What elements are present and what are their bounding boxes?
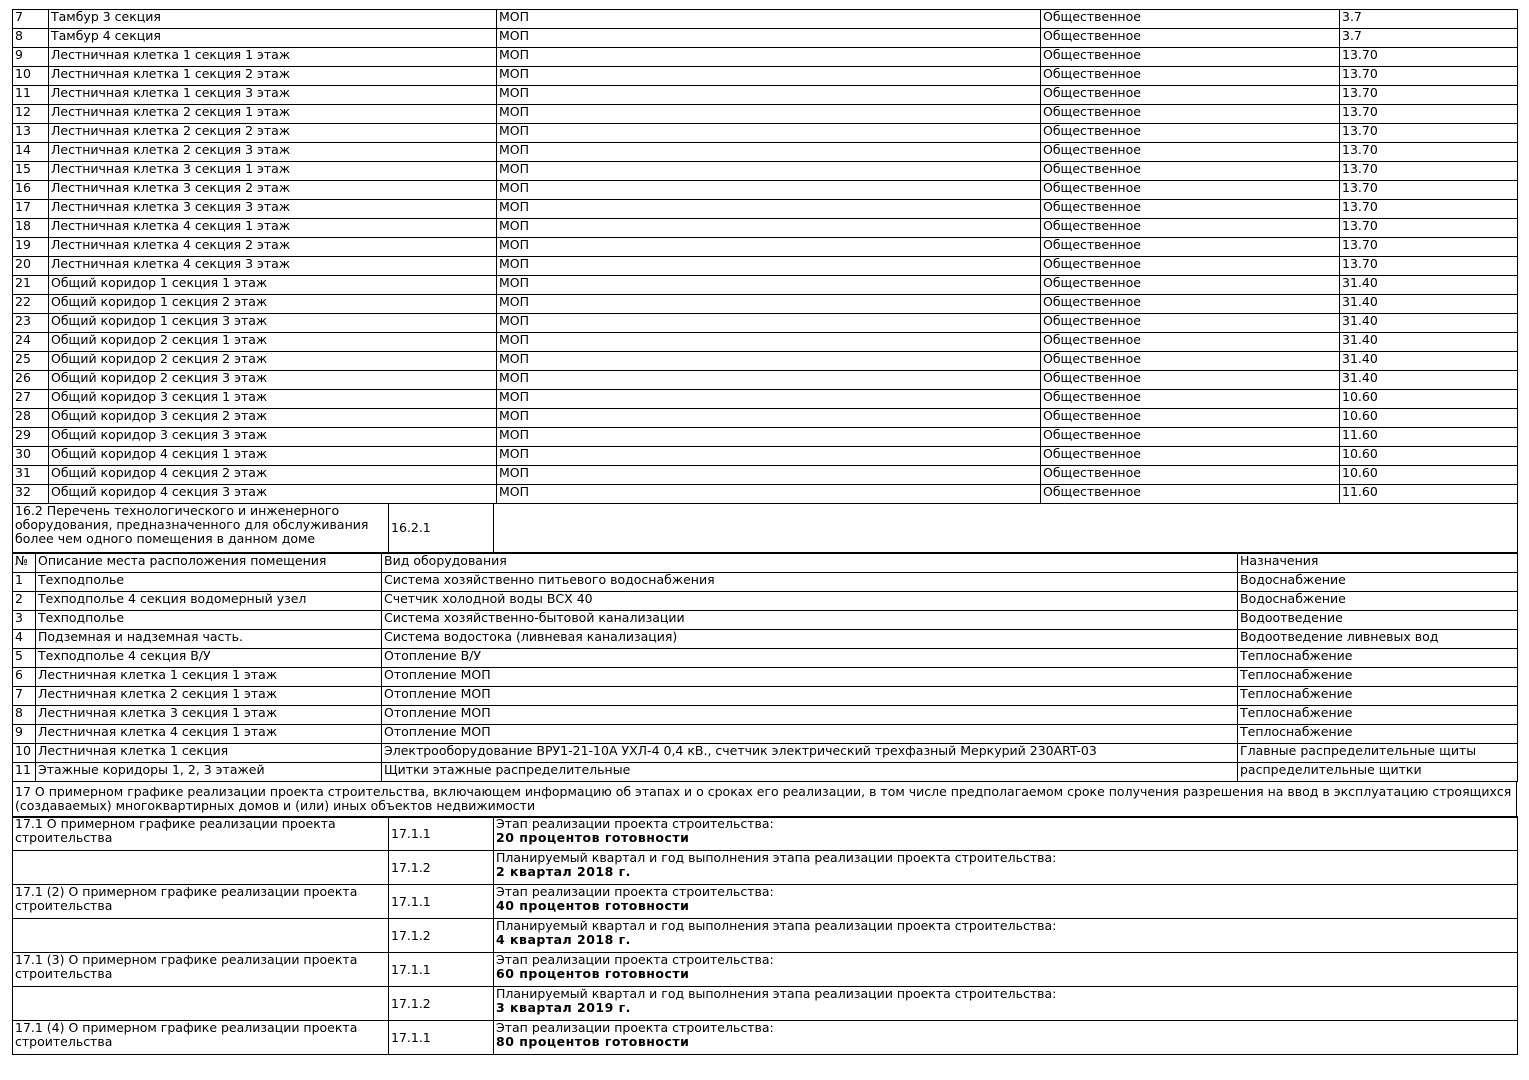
table-row	[13, 687, 1518, 706]
premise-type: МОП	[497, 428, 1041, 447]
table-row	[13, 181, 1518, 200]
premise-area: 13.70	[1340, 200, 1518, 219]
equipment-header-kind: Вид оборудования	[382, 554, 1238, 573]
equipment-kind: Отопление МОП	[382, 725, 1238, 744]
premise-name: Общий коридор 1 секция 1 этаж	[49, 276, 497, 295]
premise-name: Тамбур 3 секция	[49, 10, 497, 29]
premise-name: Лестничная клетка 2 секция 3 этаж	[49, 143, 497, 162]
premise-area: 31.40	[1340, 371, 1518, 390]
premise-type: МОП	[497, 295, 1041, 314]
row-number: 8	[13, 706, 36, 725]
premise-type: МОП	[497, 390, 1041, 409]
premise-type: МОП	[497, 124, 1041, 143]
table-row	[13, 143, 1518, 162]
table-row	[13, 162, 1518, 181]
table-row	[13, 592, 1518, 611]
schedule-table	[12, 816, 1518, 1055]
equipment-kind: Щитки этажные распределительные	[382, 763, 1238, 782]
row-number: 21	[13, 276, 49, 295]
table-row	[13, 257, 1518, 276]
schedule-label	[13, 851, 389, 885]
premise-name: Общий коридор 3 секция 3 этаж	[49, 428, 497, 447]
premise-type: МОП	[497, 67, 1041, 86]
equipment-header-location: Описание места расположения помещения	[36, 554, 382, 573]
section-17-row	[13, 782, 1517, 818]
schedule-code: 17.1.2	[389, 851, 494, 885]
equipment-location: Лестничная клетка 3 секция 1 этаж	[36, 706, 382, 725]
section-17-title: 17 О примерном графике реализации проекта строительства, включающем информацию об этапах и о сроках его реализации, в том числе предполагаемом сроке получения разрешения на ввод в эксплуатацию строящихся (создаваемых) многоквартирных домов и (или) иных объектов недвижимости	[13, 782, 1517, 818]
premise-purpose: Общественное	[1041, 314, 1340, 333]
premise-area: 13.70	[1340, 143, 1518, 162]
equipment-location: Лестничная клетка 1 секция 1 этаж	[36, 668, 382, 687]
premise-area: 3.7	[1340, 10, 1518, 29]
table-row	[13, 409, 1518, 428]
row-number: 8	[13, 29, 49, 48]
table-row	[13, 485, 1518, 504]
section-16-2-title: 16.2 Перечень технологического и инженерного оборудования, предназначенного для обслуживания более чем одного помещения в данном доме	[13, 504, 389, 553]
table-row	[13, 706, 1518, 725]
equipment-purpose: Теплоснабжение	[1238, 725, 1518, 744]
row-number: 2	[13, 592, 36, 611]
premise-type: МОП	[497, 219, 1041, 238]
premise-name: Лестничная клетка 4 секция 2 этаж	[49, 238, 497, 257]
table-row	[13, 725, 1518, 744]
premise-type: МОП	[497, 409, 1041, 428]
schedule-label: 17.1 (3) О примерном графике реализации проекта строительства	[13, 953, 389, 987]
premise-type: МОП	[497, 48, 1041, 67]
equipment-purpose: Теплоснабжение	[1238, 668, 1518, 687]
equipment-header-purpose: Назначения	[1238, 554, 1518, 573]
equipment-purpose: Водоотведение ливневых вод	[1238, 630, 1518, 649]
premise-purpose: Общественное	[1041, 447, 1340, 466]
schedule-caption: Планируемый квартал и год выполнения этапа реализации проекта строительства:	[496, 850, 1057, 865]
premise-type: МОП	[497, 162, 1041, 181]
table-row	[13, 744, 1518, 763]
premise-name: Лестничная клетка 1 секция 2 этаж	[49, 67, 497, 86]
equipment-purpose: Водоотведение	[1238, 611, 1518, 630]
equipment-purpose: распределительные щитки	[1238, 763, 1518, 782]
premise-purpose: Общественное	[1041, 181, 1340, 200]
premise-type: МОП	[497, 276, 1041, 295]
premise-area: 13.70	[1340, 219, 1518, 238]
premise-purpose: Общественное	[1041, 143, 1340, 162]
premise-area: 31.40	[1340, 333, 1518, 352]
schedule-label	[13, 987, 389, 1021]
row-number: 24	[13, 333, 49, 352]
premise-purpose: Общественное	[1041, 257, 1340, 276]
premise-type: МОП	[497, 352, 1041, 371]
schedule-code: 17.1.1	[389, 885, 494, 919]
premise-area: 10.60	[1340, 466, 1518, 485]
schedule-value: 40 процентов готовности	[496, 898, 690, 913]
equipment-location: Техподполье 4 секция В/У	[36, 649, 382, 668]
equipment-body	[13, 573, 1518, 782]
table-row	[13, 447, 1518, 466]
row-number: 10	[13, 67, 49, 86]
table-row	[13, 124, 1518, 143]
table-row	[13, 295, 1518, 314]
row-number: 25	[13, 352, 49, 371]
row-number: 6	[13, 668, 36, 687]
premise-name: Общий коридор 1 секция 3 этаж	[49, 314, 497, 333]
equipment-location: Техподполье	[36, 611, 382, 630]
premise-area: 13.70	[1340, 86, 1518, 105]
premise-area: 13.70	[1340, 257, 1518, 276]
section-17	[12, 781, 1517, 818]
schedule-caption: Планируемый квартал и год выполнения этапа реализации проекта строительства:	[496, 918, 1057, 933]
section-16-2-code: 16.2.1	[389, 504, 494, 553]
row-number: 26	[13, 371, 49, 390]
premise-area: 11.60	[1340, 428, 1518, 447]
row-number: 29	[13, 428, 49, 447]
premise-name: Лестничная клетка 2 секция 2 этаж	[49, 124, 497, 143]
table-row	[13, 10, 1518, 29]
equipment-location: Подземная и надземная часть.	[36, 630, 382, 649]
premise-purpose: Общественное	[1041, 409, 1340, 428]
premise-purpose: Общественное	[1041, 219, 1340, 238]
table-row	[13, 67, 1518, 86]
row-number: 12	[13, 105, 49, 124]
equipment-location: Лестничная клетка 1 секция	[36, 744, 382, 763]
premise-purpose: Общественное	[1041, 105, 1340, 124]
schedule-caption: Этап реализации проекта строительства:	[496, 816, 774, 831]
schedule-content	[494, 953, 1518, 987]
premise-name: Общий коридор 4 секция 1 этаж	[49, 447, 497, 466]
premise-type: МОП	[497, 29, 1041, 48]
schedule-code: 17.1.2	[389, 919, 494, 953]
premise-area: 31.40	[1340, 314, 1518, 333]
premise-area: 10.60	[1340, 390, 1518, 409]
premise-type: МОП	[497, 143, 1041, 162]
common-premises-body	[13, 10, 1518, 504]
row-number: 28	[13, 409, 49, 428]
equipment-kind: Система хозяйственно питьевого водоснабжения	[382, 573, 1238, 592]
schedule-row	[13, 919, 1518, 953]
row-number: 7	[13, 10, 49, 29]
table-row	[13, 352, 1518, 371]
premise-name: Лестничная клетка 3 секция 3 этаж	[49, 200, 497, 219]
premise-purpose: Общественное	[1041, 238, 1340, 257]
table-row	[13, 611, 1518, 630]
section-16-2-row	[13, 504, 1518, 553]
table-row	[13, 276, 1518, 295]
equipment-purpose: Теплоснабжение	[1238, 706, 1518, 725]
table-row	[13, 428, 1518, 447]
table-row	[13, 333, 1518, 352]
premise-name: Лестничная клетка 4 секция 1 этаж	[49, 219, 497, 238]
schedule-content	[494, 1021, 1518, 1055]
row-number: 11	[13, 86, 49, 105]
schedule-code: 17.1.2	[389, 987, 494, 1021]
table-row	[13, 668, 1518, 687]
schedule-content	[494, 919, 1518, 953]
row-number: 20	[13, 257, 49, 276]
row-number: 32	[13, 485, 49, 504]
premise-name: Лестничная клетка 1 секция 1 этаж	[49, 48, 497, 67]
schedule-code: 17.1.1	[389, 817, 494, 851]
premise-purpose: Общественное	[1041, 466, 1340, 485]
schedule-value: 4 квартал 2018 г.	[496, 932, 631, 947]
row-number: 11	[13, 763, 36, 782]
premise-type: МОП	[497, 200, 1041, 219]
schedule-label: 17.1 (2) О примерном графике реализации проекта строительства	[13, 885, 389, 919]
table-row	[13, 29, 1518, 48]
schedule-code: 17.1.1	[389, 953, 494, 987]
premise-name: Общий коридор 2 секция 3 этаж	[49, 371, 497, 390]
schedule-code: 17.1.1	[389, 1021, 494, 1055]
table-row	[13, 649, 1518, 668]
schedule-row	[13, 817, 1518, 851]
table-row	[13, 105, 1518, 124]
row-number: 31	[13, 466, 49, 485]
schedule-value: 80 процентов готовности	[496, 1034, 690, 1049]
schedule-caption: Этап реализации проекта строительства:	[496, 884, 774, 899]
premise-name: Общий коридор 4 секция 3 этаж	[49, 485, 497, 504]
schedule-body	[13, 817, 1518, 1055]
equipment-location: Лестничная клетка 4 секция 1 этаж	[36, 725, 382, 744]
premise-purpose: Общественное	[1041, 10, 1340, 29]
premise-area: 13.70	[1340, 67, 1518, 86]
premise-area: 10.60	[1340, 409, 1518, 428]
premise-area: 13.70	[1340, 181, 1518, 200]
equipment-header-n: №	[13, 554, 36, 573]
row-number: 9	[13, 48, 49, 67]
row-number: 14	[13, 143, 49, 162]
schedule-row	[13, 953, 1518, 987]
section-16-2	[12, 503, 1518, 553]
schedule-content	[494, 987, 1518, 1021]
premise-name: Лестничная клетка 2 секция 1 этаж	[49, 105, 497, 124]
equipment-kind: Система хозяйственно-бытовой канализации	[382, 611, 1238, 630]
row-number: 7	[13, 687, 36, 706]
equipment-purpose: Водоснабжение	[1238, 573, 1518, 592]
premise-type: МОП	[497, 86, 1041, 105]
row-number: 1	[13, 573, 36, 592]
table-row	[13, 314, 1518, 333]
premise-purpose: Общественное	[1041, 390, 1340, 409]
premise-purpose: Общественное	[1041, 485, 1340, 504]
equipment-kind: Отопление МОП	[382, 668, 1238, 687]
table-row	[13, 200, 1518, 219]
equipment-purpose: Теплоснабжение	[1238, 649, 1518, 668]
premise-area: 13.70	[1340, 48, 1518, 67]
premise-name: Тамбур 4 секция	[49, 29, 497, 48]
equipment-purpose: Водоснабжение	[1238, 592, 1518, 611]
equipment-kind: Отопление МОП	[382, 687, 1238, 706]
schedule-content	[494, 851, 1518, 885]
premise-name: Общий коридор 2 секция 1 этаж	[49, 333, 497, 352]
equipment-purpose: Главные распределительные щиты	[1238, 744, 1518, 763]
row-number: 13	[13, 124, 49, 143]
premise-type: МОП	[497, 238, 1041, 257]
premise-type: МОП	[497, 371, 1041, 390]
premise-purpose: Общественное	[1041, 48, 1340, 67]
common-premises-table	[12, 9, 1518, 504]
equipment-location: Техподполье 4 секция водомерный узел	[36, 592, 382, 611]
schedule-caption: Этап реализации проекта строительства:	[496, 1020, 774, 1035]
premise-purpose: Общественное	[1041, 67, 1340, 86]
equipment-header-row	[13, 554, 1518, 573]
premise-type: МОП	[497, 257, 1041, 276]
schedule-row	[13, 851, 1518, 885]
premise-purpose: Общественное	[1041, 162, 1340, 181]
schedule-content	[494, 885, 1518, 919]
schedule-row	[13, 987, 1518, 1021]
row-number: 27	[13, 390, 49, 409]
premise-area: 13.70	[1340, 238, 1518, 257]
premise-type: МОП	[497, 314, 1041, 333]
schedule-label	[13, 919, 389, 953]
equipment-kind: Электрооборудование ВРУ1-21-10А УХЛ-4 0,4 кВ., счетчик электрический трехфазный Меркурий 230ART-03	[382, 744, 1238, 763]
premise-name: Лестничная клетка 3 секция 2 этаж	[49, 181, 497, 200]
premise-name: Лестничная клетка 1 секция 3 этаж	[49, 86, 497, 105]
schedule-value: 60 процентов готовности	[496, 966, 690, 981]
row-number: 3	[13, 611, 36, 630]
equipment-location: Лестничная клетка 2 секция 1 этаж	[36, 687, 382, 706]
row-number: 18	[13, 219, 49, 238]
premise-name: Общий коридор 2 секция 2 этаж	[49, 352, 497, 371]
premise-area: 13.70	[1340, 162, 1518, 181]
premise-name: Общий коридор 1 секция 2 этаж	[49, 295, 497, 314]
row-number: 22	[13, 295, 49, 314]
schedule-content	[494, 817, 1518, 851]
premise-purpose: Общественное	[1041, 428, 1340, 447]
section-16-2-value	[494, 504, 1518, 553]
table-row	[13, 219, 1518, 238]
table-row	[13, 48, 1518, 67]
row-number: 10	[13, 744, 36, 763]
equipment-location: Техподполье	[36, 573, 382, 592]
row-number: 30	[13, 447, 49, 466]
premise-name: Общий коридор 3 секция 2 этаж	[49, 409, 497, 428]
premise-name: Лестничная клетка 3 секция 1 этаж	[49, 162, 497, 181]
row-number: 16	[13, 181, 49, 200]
premise-name: Лестничная клетка 4 секция 3 этаж	[49, 257, 497, 276]
row-number: 19	[13, 238, 49, 257]
schedule-row	[13, 1021, 1518, 1055]
premise-area: 11.60	[1340, 485, 1518, 504]
premise-area: 13.70	[1340, 124, 1518, 143]
table-row	[13, 763, 1518, 782]
row-number: 5	[13, 649, 36, 668]
premise-purpose: Общественное	[1041, 333, 1340, 352]
equipment-purpose: Теплоснабжение	[1238, 687, 1518, 706]
premise-purpose: Общественное	[1041, 371, 1340, 390]
premise-purpose: Общественное	[1041, 86, 1340, 105]
premise-purpose: Общественное	[1041, 124, 1340, 143]
table-row	[13, 238, 1518, 257]
row-number: 9	[13, 725, 36, 744]
table-row	[13, 466, 1518, 485]
premise-type: МОП	[497, 466, 1041, 485]
schedule-value: 20 процентов готовности	[496, 830, 690, 845]
premise-type: МОП	[497, 181, 1041, 200]
equipment-kind: Отопление МОП	[382, 706, 1238, 725]
equipment-kind: Система водостока (ливневая канализация)	[382, 630, 1238, 649]
schedule-caption: Этап реализации проекта строительства:	[496, 952, 774, 967]
premise-type: МОП	[497, 485, 1041, 504]
table-row	[13, 630, 1518, 649]
schedule-label: 17.1 (4) О примерном графике реализации проекта строительства	[13, 1021, 389, 1055]
equipment-location: Этажные коридоры 1, 2, 3 этажей	[36, 763, 382, 782]
premise-purpose: Общественное	[1041, 276, 1340, 295]
schedule-row	[13, 885, 1518, 919]
premise-area: 10.60	[1340, 447, 1518, 466]
premise-area: 31.40	[1340, 276, 1518, 295]
table-row	[13, 371, 1518, 390]
row-number: 23	[13, 314, 49, 333]
premise-area: 31.40	[1340, 352, 1518, 371]
premise-type: МОП	[497, 105, 1041, 124]
premise-type: МОП	[497, 333, 1041, 352]
premise-type: МОП	[497, 447, 1041, 466]
schedule-caption: Планируемый квартал и год выполнения этапа реализации проекта строительства:	[496, 986, 1057, 1001]
premise-area: 3.7	[1340, 29, 1518, 48]
row-number: 4	[13, 630, 36, 649]
premise-purpose: Общественное	[1041, 295, 1340, 314]
table-row	[13, 390, 1518, 409]
premise-purpose: Общественное	[1041, 200, 1340, 219]
row-number: 15	[13, 162, 49, 181]
premise-name: Общий коридор 4 секция 2 этаж	[49, 466, 497, 485]
premise-purpose: Общественное	[1041, 29, 1340, 48]
premise-area: 13.70	[1340, 105, 1518, 124]
equipment-table	[12, 553, 1518, 782]
schedule-value: 2 квартал 2018 г.	[496, 864, 631, 879]
row-number: 17	[13, 200, 49, 219]
table-row	[13, 86, 1518, 105]
equipment-kind: Отопление В/У	[382, 649, 1238, 668]
premise-purpose: Общественное	[1041, 352, 1340, 371]
schedule-value: 3 квартал 2019 г.	[496, 1000, 631, 1015]
equipment-kind: Счетчик холодной воды ВСХ 40	[382, 592, 1238, 611]
premise-name: Общий коридор 3 секция 1 этаж	[49, 390, 497, 409]
schedule-label: 17.1 О примерном графике реализации проекта строительства	[13, 817, 389, 851]
table-row	[13, 573, 1518, 592]
premise-type: МОП	[497, 10, 1041, 29]
premise-area: 31.40	[1340, 295, 1518, 314]
